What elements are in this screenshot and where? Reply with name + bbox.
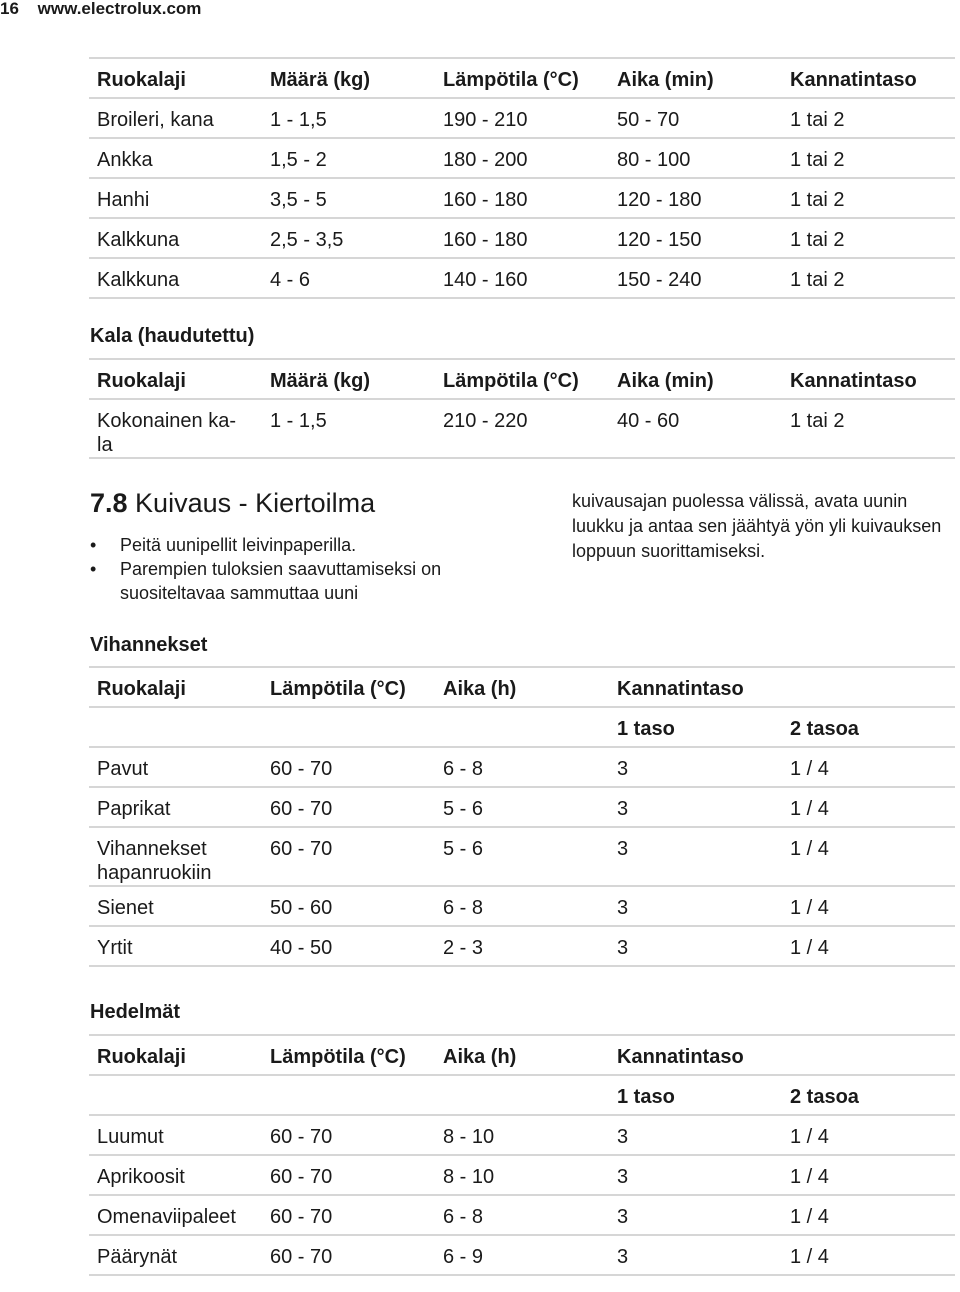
table-cell: 1 / 4 <box>782 747 955 787</box>
column-header: Kannatintaso <box>782 58 955 98</box>
table-row <box>89 1195 955 1235</box>
page-header <box>0 0 201 18</box>
bullet-list <box>90 533 510 605</box>
table-cell: Kokonainen ka- la <box>89 399 262 458</box>
column-header: Lämpötila (°C) <box>435 58 609 98</box>
column-subheader: 2 tasoa <box>782 707 955 747</box>
table-cell: 60 - 70 <box>262 1235 435 1275</box>
table-cell: 60 - 70 <box>262 827 435 886</box>
table-cell: 1 / 4 <box>782 926 955 966</box>
table-row <box>89 1235 955 1275</box>
table-cell: Paprikat <box>89 787 262 827</box>
page-number: 16 <box>0 0 19 18</box>
table-cell: 160 - 180 <box>435 178 609 218</box>
table-cell: 160 - 180 <box>435 218 609 258</box>
table-row <box>89 827 955 886</box>
table-cell: Kalkkuna <box>89 258 262 298</box>
table-row <box>89 886 955 926</box>
table-cell: 1 tai 2 <box>782 218 955 258</box>
column-header: Kannatintaso <box>609 667 955 707</box>
table-cell: 80 - 100 <box>609 138 782 178</box>
table-row <box>89 399 955 458</box>
empty-cell <box>262 1075 435 1115</box>
table-cell: 40 - 50 <box>262 926 435 966</box>
table-cell: 3 <box>609 1235 782 1275</box>
table-subheader-row <box>89 1075 955 1115</box>
empty-cell <box>435 707 609 747</box>
table-cell: 5 - 6 <box>435 827 609 886</box>
column-header: Kannatintaso <box>609 1035 955 1075</box>
column-header: Lämpötila (°C) <box>262 1035 435 1075</box>
table-cell: 120 - 150 <box>609 218 782 258</box>
continuation-text: kuivausajan puolessa välissä, avata uunin luukku ja antaa sen jäähtyä yön yli kuivauksen loppuun suorittamiseksi. <box>572 491 942 561</box>
fish-table <box>89 358 955 459</box>
table-cell: 190 - 210 <box>435 98 609 138</box>
column-header: Määrä (kg) <box>262 58 435 98</box>
table-header-row <box>89 359 955 399</box>
table-cell: 40 - 60 <box>609 399 782 458</box>
column-header: Ruokalaji <box>89 359 262 399</box>
table-cell: 3 <box>609 787 782 827</box>
table-row <box>89 218 955 258</box>
column-header: Ruokalaji <box>89 667 262 707</box>
table-cell: 1 / 4 <box>782 886 955 926</box>
column-header: Ruokalaji <box>89 58 262 98</box>
table-cell: 4 - 6 <box>262 258 435 298</box>
column-header: Aika (h) <box>435 667 609 707</box>
table-cell: Ankka <box>89 138 262 178</box>
table-cell: 5 - 6 <box>435 787 609 827</box>
table-cell: Pavut <box>89 747 262 787</box>
table-row <box>89 787 955 827</box>
column-header: Aika (min) <box>609 359 782 399</box>
column-header: Ruokalaji <box>89 1035 262 1075</box>
table-cell: Omenaviipaleet <box>89 1195 262 1235</box>
table-cell: Aprikoosit <box>89 1155 262 1195</box>
table-cell: 1 / 4 <box>782 1115 955 1155</box>
column-header: Määrä (kg) <box>262 359 435 399</box>
table-cell: 3,5 - 5 <box>262 178 435 218</box>
section-number: 7.8 <box>90 488 128 518</box>
table-row <box>89 178 955 218</box>
table-cell: 3 <box>609 827 782 886</box>
empty-cell <box>262 707 435 747</box>
table-cell: 50 - 60 <box>262 886 435 926</box>
table-cell: 140 - 160 <box>435 258 609 298</box>
table-row <box>89 1155 955 1195</box>
table-cell: 3 <box>609 1195 782 1235</box>
table-cell: 3 <box>609 886 782 926</box>
empty-cell <box>89 1075 262 1115</box>
table-cell: 6 - 9 <box>435 1235 609 1275</box>
table-cell: 60 - 70 <box>262 1115 435 1155</box>
table-cell: Yrtit <box>89 926 262 966</box>
fish-heading: Kala (haudutettu) <box>90 325 255 347</box>
fruits-heading: Hedelmät <box>90 1001 181 1023</box>
table-subheader-row <box>89 707 955 747</box>
empty-cell <box>435 1075 609 1115</box>
table-cell: 1,5 - 2 <box>262 138 435 178</box>
table-cell: 50 - 70 <box>609 98 782 138</box>
table-cell: 3 <box>609 1115 782 1155</box>
table-cell: Päärynät <box>89 1235 262 1275</box>
table-cell: 1 - 1,5 <box>262 98 435 138</box>
table-cell: Kalkkuna <box>89 218 262 258</box>
table-cell: 3 <box>609 1155 782 1195</box>
table-row <box>89 926 955 966</box>
table-cell: Vihannekset hapanruokiin <box>89 827 262 886</box>
table-cell: 2,5 - 3,5 <box>262 218 435 258</box>
table-cell: 6 - 8 <box>435 886 609 926</box>
vegetables-heading: Vihannekset <box>90 634 208 656</box>
table-row <box>89 747 955 787</box>
table-cell: 1 / 4 <box>782 1195 955 1235</box>
table-cell: 120 - 180 <box>609 178 782 218</box>
table-cell: 210 - 220 <box>435 399 609 458</box>
table-cell: 150 - 240 <box>609 258 782 298</box>
table-cell: 180 - 200 <box>435 138 609 178</box>
site-url: www.electrolux.com <box>37 0 202 18</box>
column-subheader: 2 tasoa <box>782 1075 955 1115</box>
table-header-row <box>89 1035 955 1075</box>
table-cell: 8 - 10 <box>435 1155 609 1195</box>
table-cell: 1 / 4 <box>782 827 955 886</box>
table-row <box>89 258 955 298</box>
column-header: Lämpötila (°C) <box>435 359 609 399</box>
table-row <box>89 98 955 138</box>
bullet-item: • Peitä uunipellit leivinpaperilla. <box>90 533 510 557</box>
table-cell: 1 tai 2 <box>782 178 955 218</box>
bullet-item: • Parempien tuloksien saavuttamiseksi on suositeltavaa sammuttaa uuni <box>90 557 510 605</box>
vegetables-table <box>89 666 955 967</box>
column-header: Aika (h) <box>435 1035 609 1075</box>
table-cell: Luumut <box>89 1115 262 1155</box>
table-cell: 1 / 4 <box>782 787 955 827</box>
column-subheader: 1 taso <box>609 707 782 747</box>
table-cell: 60 - 70 <box>262 1195 435 1235</box>
empty-cell <box>89 707 262 747</box>
table-row <box>89 138 955 178</box>
table-cell: 1 - 1,5 <box>262 399 435 458</box>
table-header-row <box>89 667 955 707</box>
table-cell: 1 tai 2 <box>782 138 955 178</box>
table-cell: 1 / 4 <box>782 1155 955 1195</box>
table-cell: 60 - 70 <box>262 1155 435 1195</box>
table-cell: 60 - 70 <box>262 747 435 787</box>
column-header: Aika (min) <box>609 58 782 98</box>
table-cell: 3 <box>609 926 782 966</box>
table-cell: Hanhi <box>89 178 262 218</box>
table-cell: 2 - 3 <box>435 926 609 966</box>
table-cell: 60 - 70 <box>262 787 435 827</box>
table-row <box>89 1115 955 1155</box>
section-title <box>90 488 375 519</box>
section-title-text: Kuivaus - Kiertoilma <box>127 488 376 518</box>
table-cell: 8 - 10 <box>435 1115 609 1155</box>
column-header: Kannatintaso <box>782 359 955 399</box>
table-cell: 1 tai 2 <box>782 399 955 458</box>
table-cell: 6 - 8 <box>435 747 609 787</box>
table-cell: Broileri, kana <box>89 98 262 138</box>
table-cell: 6 - 8 <box>435 1195 609 1235</box>
poultry-table <box>89 57 955 299</box>
table-cell: 1 tai 2 <box>782 98 955 138</box>
table-header-row <box>89 58 955 98</box>
column-subheader: 1 taso <box>609 1075 782 1115</box>
table-cell: 1 tai 2 <box>782 258 955 298</box>
table-cell: 3 <box>609 747 782 787</box>
column-header: Lämpötila (°C) <box>262 667 435 707</box>
fruits-table <box>89 1034 955 1276</box>
table-cell: Sienet <box>89 886 262 926</box>
table-cell: 1 / 4 <box>782 1235 955 1275</box>
